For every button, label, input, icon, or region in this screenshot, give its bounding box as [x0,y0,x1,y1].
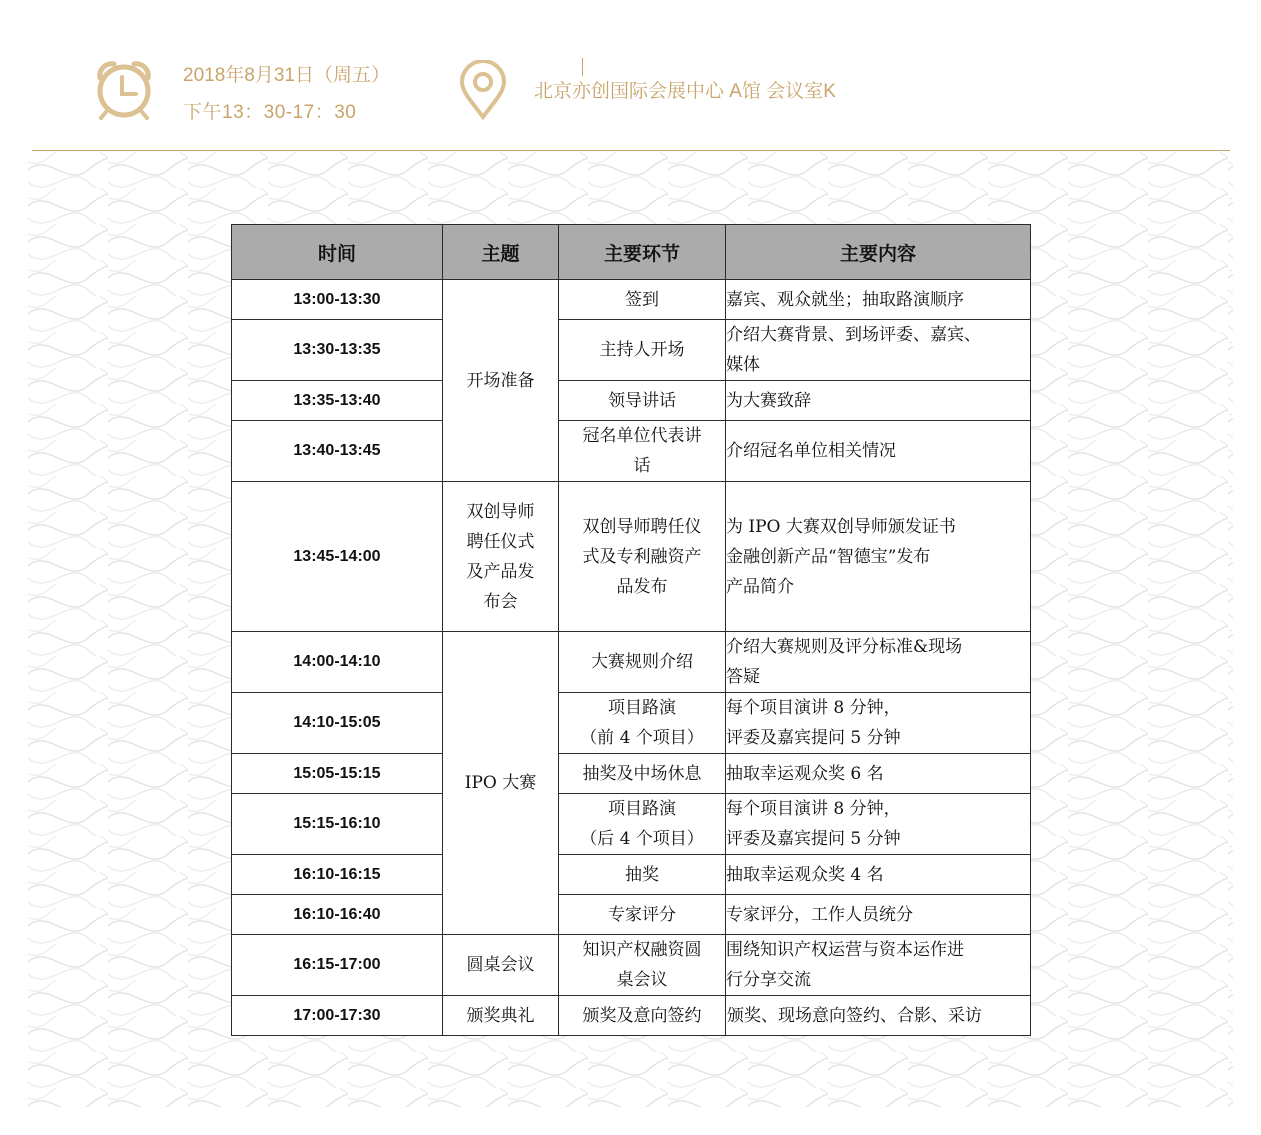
cursor-mark [582,58,583,76]
clock-icon [92,58,156,120]
event-info-bar [0,0,1261,150]
table-row [232,754,1031,794]
theme-cell: 颁奖典礼 [443,996,559,1036]
step-cell: 专家评分 [559,895,726,935]
time-cell: 16:10-16:15 [232,855,443,895]
header-step: 主要环节 [559,225,726,280]
table-row [232,320,1031,381]
table-row [232,421,1031,482]
content-cell: 介绍大赛背景、到场评委、嘉宾、 媒体 [726,320,1031,381]
table-row [232,794,1031,855]
content-cell: 抽取幸运观众奖 4 名 [726,855,1031,895]
table-row [232,381,1031,421]
step-cell: 知识产权融资圆 桌会议 [559,935,726,996]
step-cell: 主持人开场 [559,320,726,381]
time-cell: 15:15-16:10 [232,794,443,855]
time-cell: 14:10-15:05 [232,693,443,754]
step-cell: 领导讲话 [559,381,726,421]
time-cell: 13:40-13:45 [232,421,443,482]
event-date: 2018年8月31日（周五） [183,65,390,86]
time-cell: 14:00-14:10 [232,632,443,693]
content-cell: 每个项目演讲 8 分钟， 评委及嘉宾提问 5 分钟 [726,794,1031,855]
content-cell: 颁奖、现场意向签约、合影、采访 [726,996,1031,1036]
table-row [232,482,1031,632]
step-cell: 颁奖及意向签约 [559,996,726,1036]
content-cell: 介绍大赛规则及评分标准&现场 答疑 [726,632,1031,693]
time-cell: 13:00-13:30 [232,280,443,320]
theme-cell: IPO 大赛 [443,632,559,935]
theme-cell: 双创导师 聘任仪式 及产品发 布会 [443,482,559,632]
step-cell: 签到 [559,280,726,320]
content-cell: 为大赛致辞 [726,381,1031,421]
time-cell: 15:05-15:15 [232,754,443,794]
table-row [232,935,1031,996]
content-cell: 为 IPO 大赛双创导师颁发证书 金融创新产品“智德宝”发布 产品简介 [726,482,1031,632]
table-header-row [232,225,1031,280]
step-cell: 抽奖及中场休息 [559,754,726,794]
step-cell: 冠名单位代表讲 话 [559,421,726,482]
step-cell: 双创导师聘任仪 式及专利融资产 品发布 [559,482,726,632]
step-cell: 项目路演 （前 4 个项目） [559,693,726,754]
time-cell: 16:15-17:00 [232,935,443,996]
table-row [232,693,1031,754]
theme-cell: 开场准备 [443,280,559,482]
content-cell: 每个项目演讲 8 分钟， 评委及嘉宾提问 5 分钟 [726,693,1031,754]
table-row [232,280,1031,320]
agenda-table [231,224,1031,1036]
content-cell: 专家评分，工作人员统分 [726,895,1031,935]
time-cell: 16:10-16:40 [232,895,443,935]
header-theme: 主题 [443,225,559,280]
time-cell: 13:30-13:35 [232,320,443,381]
table-row [232,855,1031,895]
content-cell: 围绕知识产权运营与资本运作进 行分享交流 [726,935,1031,996]
header-content: 主要内容 [726,225,1031,280]
header-time: 时间 [232,225,443,280]
content-cell: 介绍冠名单位相关情况 [726,421,1031,482]
header-divider [32,150,1230,151]
table-row [232,632,1031,693]
step-cell: 大赛规则介绍 [559,632,726,693]
content-cell: 抽取幸运观众奖 6 名 [726,754,1031,794]
time-cell: 13:45-14:00 [232,482,443,632]
time-cell: 17:00-17:30 [232,996,443,1036]
time-cell: 13:35-13:40 [232,381,443,421]
map-pin-icon [458,60,508,120]
table-row [232,895,1031,935]
step-cell: 项目路演 （后 4 个项目） [559,794,726,855]
step-cell: 抽奖 [559,855,726,895]
table-row [232,996,1031,1036]
event-location: 北京亦创国际会展中心 A馆 会议室K [534,81,836,102]
event-time: 下午13：30-17：30 [183,102,357,123]
content-cell: 嘉宾、观众就坐；抽取路演顺序 [726,280,1031,320]
theme-cell: 圆桌会议 [443,935,559,996]
